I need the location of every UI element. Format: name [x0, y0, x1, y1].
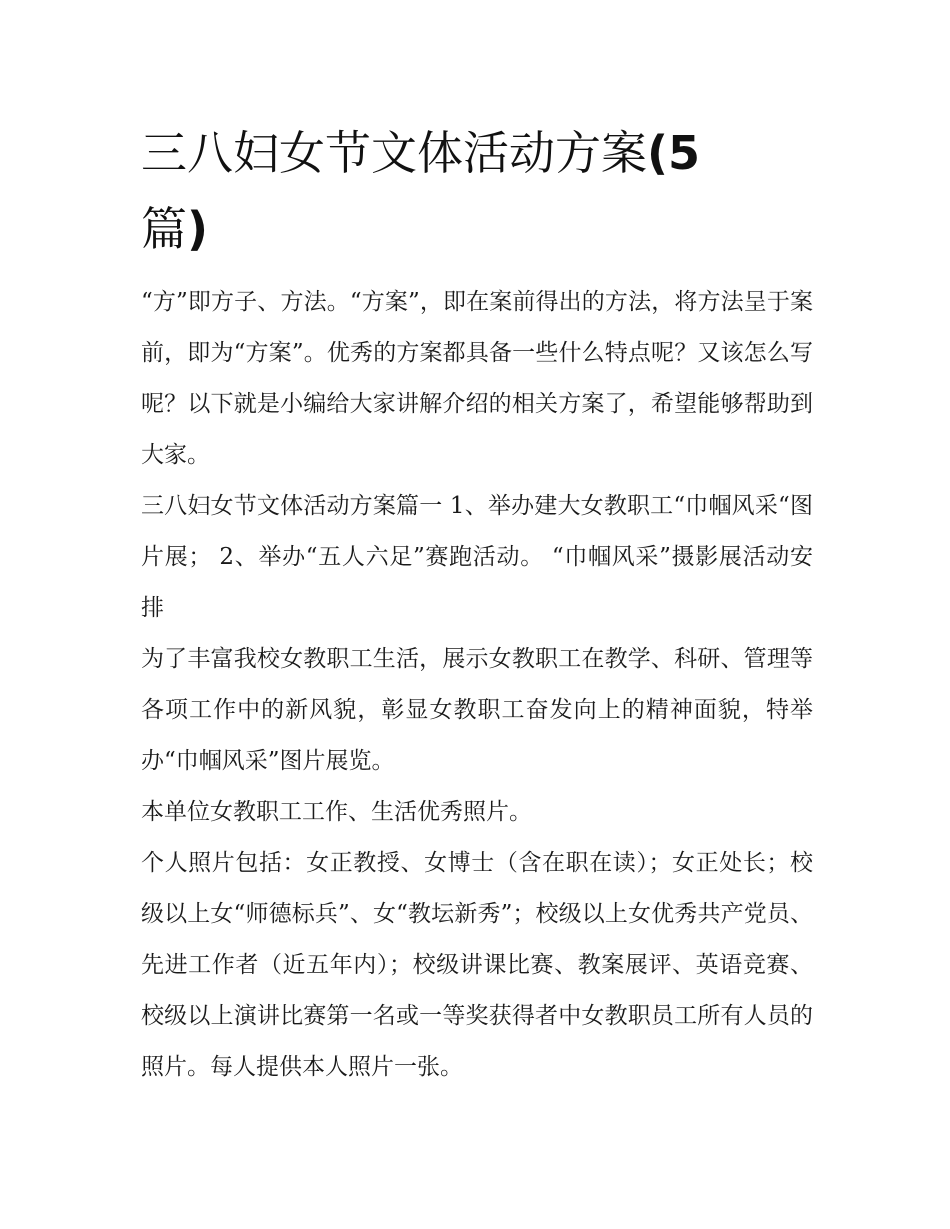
- title-paren-close: ): [187, 202, 209, 256]
- document-title: [141, 115, 813, 267]
- intro-paragraph: “方”即方子、方法。“方案”，即在案前得出的方法，将方法呈于案前，即为“方案”。优秀的方案都具备一些什么特点呢？又该怎么写呢？以下就是小编给大家讲解介绍的相关方案了，希望能够帮助到大家。: [141, 289, 813, 468]
- title-line2: 篇: [141, 202, 187, 256]
- document-content: [141, 115, 813, 1093]
- section-one-paragraph: 三八妇女节文体活动方案篇一 1、举办建大女教职工“巾帼风采“图片展； 2、举办“五人六足”赛跑活动。 “巾帼风采”摄影展活动安排: [141, 493, 813, 621]
- title-paren-open: (5: [647, 126, 701, 180]
- purpose-paragraph: 为了丰富我校女教职工生活，展示女教职工在教学、科研、管理等各项工作中的新风貌，彰显女教职工奋发向上的精神面貌，特举办“巾帼风采”图片展览。: [141, 646, 813, 774]
- scope-paragraph: 本单位女教职工工作、生活优秀照片。: [141, 799, 532, 825]
- title-main: 三八妇女节文体活动方案: [141, 126, 647, 180]
- photo-criteria-paragraph: 个人照片包括：女正教授、女博士（含在职在读）；女正处长；校级以上女“师德标兵”、女“教坛新秀”；校级以上女优秀共产党员、先进工作者（近五年内）；校级讲课比赛、教案展评、英语竞赛、校级以上演讲比赛第一名或一等奖获得者中女教职员工所有人员的照片。每人提供本人照片一张。: [141, 850, 813, 1080]
